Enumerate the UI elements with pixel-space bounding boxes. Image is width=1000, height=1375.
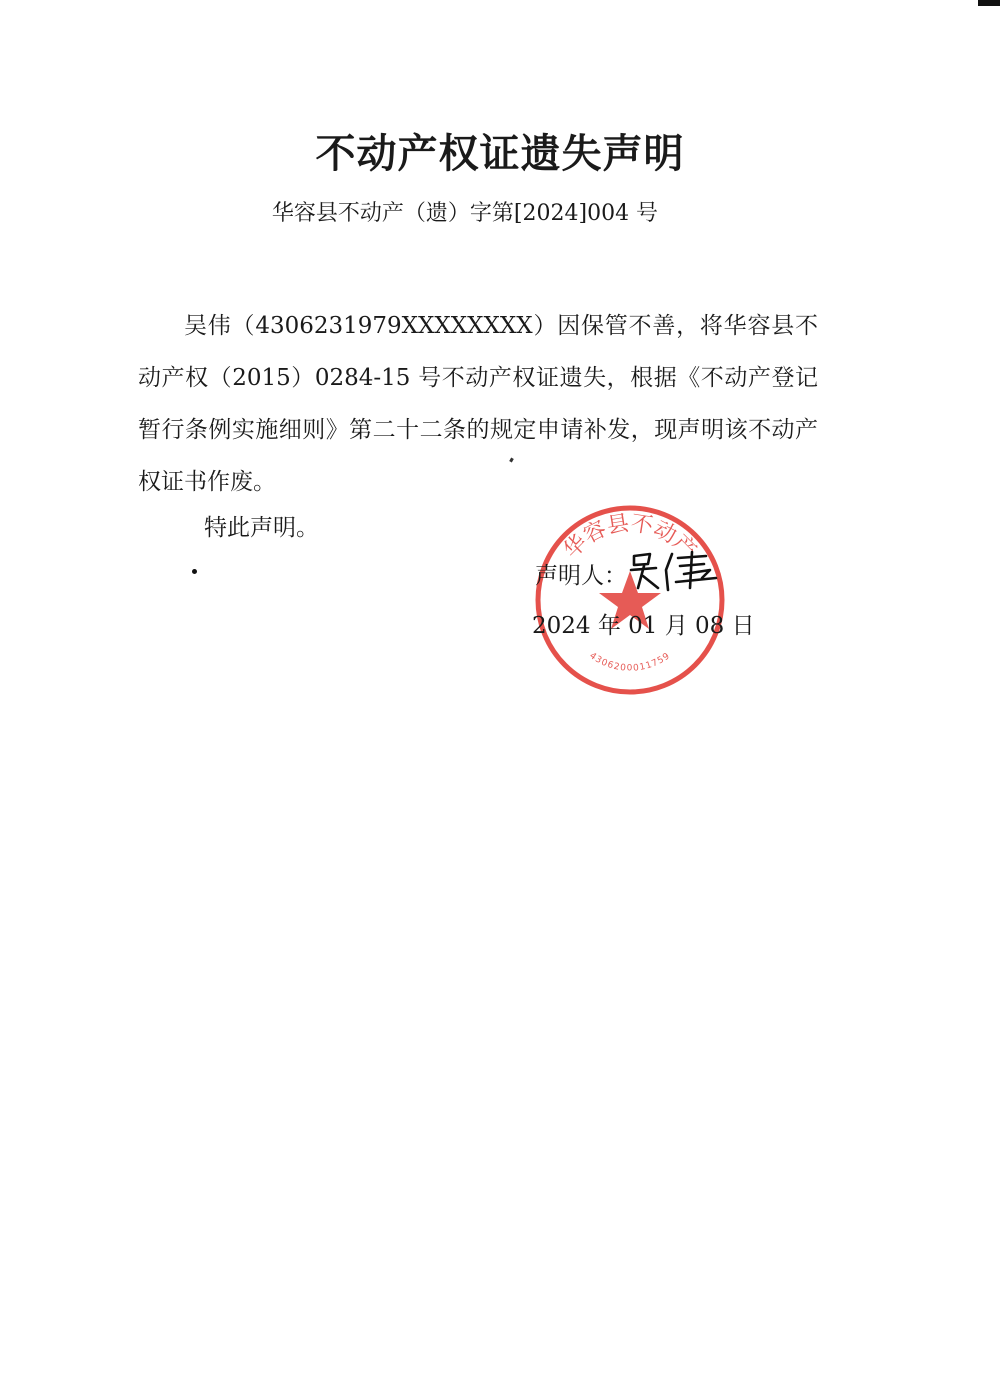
official-seal <box>533 503 727 697</box>
scan-edge-mark <box>978 0 1000 6</box>
closing-phrase: 特此声明。 <box>204 515 319 541</box>
handwritten-signature <box>628 548 724 592</box>
declaration-date: 2024 年 01 月 08 日 <box>532 613 755 639</box>
statement-body: 吴伟（4306231979XXXXXXXX）因保管不善，将华容县不动产权（2015）0284-15 号不动产权证遗失，根据《不动产登记暂行条例实施细则》第二十二条的规定申请补发，现声明该不动产权证书作废。 <box>138 313 818 495</box>
seal-top-text: 华容县不动产 <box>559 511 701 564</box>
document-title: 不动产权证遗失声明 <box>315 131 685 177</box>
declarant-label: 声明人： <box>535 563 627 589</box>
ink-speck <box>192 569 197 574</box>
document-number: 华容县不动产（遗）字第[2024]004 号 <box>271 201 659 226</box>
seal-number: 4306200011759 <box>587 650 673 674</box>
